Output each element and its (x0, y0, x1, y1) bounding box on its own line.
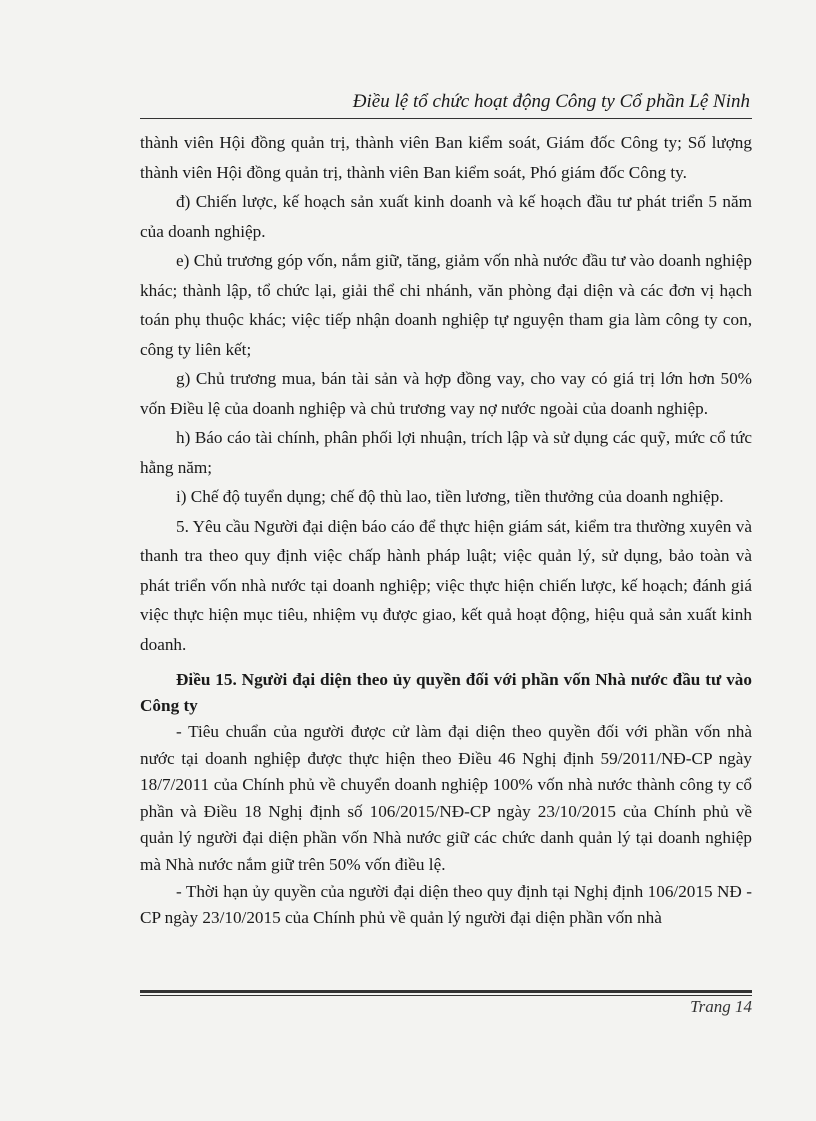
paragraph-continuation: thành viên Hội đồng quản trị, thành viên Ban kiểm soát, Giám đốc Công ty; Số lượng thành viên Hội đồng quản trị, thành viên Ban kiểm soát, Phó giám đốc Công ty. (140, 133, 752, 182)
paragraph-item-e: e) Chủ trương góp vốn, nắm giữ, tăng, giảm vốn nhà nước đầu tư vào doanh nghiệp khác; thành lập, tổ chức lại, giải thể chi nhánh, văn phòng đại diện và các đơn vị hạch toán phụ thuộc khác; việc tiếp nhận doanh nghiệp tự nguyện tham gia làm công ty con, công ty liên kết; (140, 251, 752, 359)
page-number: Trang 14 (690, 997, 752, 1016)
page-header: Điều lệ tổ chức hoạt động Công ty Cổ phần Lệ Ninh (352, 91, 750, 112)
header-divider (140, 118, 752, 119)
document-body (140, 128, 752, 932)
footer-divider-thick (140, 990, 752, 993)
paragraph-item-i: i) Chế độ tuyển dụng; chế độ thù lao, tiền lương, tiền thưởng của doanh nghiệp. (176, 487, 724, 506)
article-item-standard: - Tiêu chuẩn của người được cử làm đại diện theo quyền đối với phần vốn nhà nước tại doanh nghiệp được thực hiện theo Điều 46 Nghị định 59/2011/NĐ-CP ngày 18/7/2011 của Chính phủ về chuyển doanh nghiệp 100% vốn nhà nước thành công ty cổ phần và Điều 18 Nghị định số 106/2015/NĐ-CP ngày 23/10/2015 của Chính phủ về quản lý người đại diện phần vốn Nhà nước giữ các chức danh quản lý tại doanh nghiệp mà Nhà nước nắm giữ trên 50% vốn điều lệ. (140, 722, 752, 874)
footer-divider-thin (140, 995, 752, 996)
paragraph-item-d: đ) Chiến lược, kế hoạch sản xuất kinh doanh và kế hoạch đầu tư phát triển 5 năm của doanh nghiệp. (140, 192, 752, 241)
paragraph-item-h: h) Báo cáo tài chính, phân phối lợi nhuận, trích lập và sử dụng các quỹ, mức cổ tức hằng năm; (140, 428, 752, 477)
paragraph-item-5: 5. Yêu cầu Người đại diện báo cáo để thực hiện giám sát, kiểm tra thường xuyên và thanh tra theo quy định việc chấp hành pháp luật; việc quản lý, sử dụng, bảo toàn và phát triển vốn nhà nước tại doanh nghiệp; việc thực hiện chiến lược, kế hoạch; đánh giá việc thực hiện mục tiêu, nhiệm vụ được giao, kết quả hoạt động, hiệu quả sản xuất kinh doanh. (140, 516, 752, 654)
article-item-term: - Thời hạn ủy quyền của người đại diện theo quy định tại Nghị định 106/2015 NĐ - CP ngày 23/10/2015 của Chính phủ về quản lý người đại diện phần vốn nhà (140, 881, 752, 928)
article-heading: Điều 15. Người đại diện theo ủy quyền đối với phần vốn Nhà nước đầu tư vào Công ty (140, 670, 752, 715)
paragraph-item-g: g) Chủ trương mua, bán tài sản và hợp đồng vay, cho vay có giá trị lớn hơn 50% vốn Điều lệ của doanh nghiệp và chủ trương vay nợ nước ngoài của doanh nghiệp. (140, 369, 752, 418)
